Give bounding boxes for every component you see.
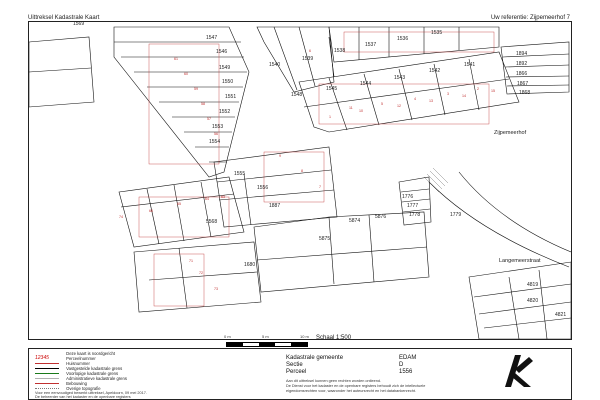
parcel-number: 5875 [319, 236, 331, 242]
house-number: 71 [189, 259, 193, 263]
scale-bar [226, 342, 308, 347]
house-number: 12 [397, 104, 401, 108]
parcel-number: 1866 [516, 71, 528, 77]
house-number: 13 [429, 99, 433, 103]
parcel-number: 1777 [407, 203, 419, 209]
reference-label: Uw referentie: Zijpemeerhof 7 [490, 15, 570, 21]
parcel-block [299, 52, 519, 132]
parcel-number: 1555 [234, 171, 246, 177]
house-number: 4 [414, 97, 416, 101]
house-number: 5 [381, 102, 383, 106]
parcel-number: 1538 [334, 48, 346, 54]
legend-symbol: 12345 [35, 355, 49, 362]
kadaster-logo-icon [497, 351, 537, 391]
house-number: 15 [491, 89, 495, 93]
parcel-block [119, 177, 244, 247]
parcel-number: 5874 [349, 218, 361, 224]
parcel-block [254, 212, 429, 292]
house-number: 74 [119, 215, 123, 219]
parcel-number: 1569 [73, 22, 85, 27]
house-number: 9 [279, 154, 281, 158]
house-number: 63 [221, 195, 225, 199]
house-number: 60 [184, 72, 188, 76]
parcel-number: 1552 [219, 109, 231, 115]
parcel-number: 1539 [302, 56, 314, 62]
disclaimer-line: eigendomsrechten voor, waaronder het auteursrecht en het databankenrecht. [286, 389, 417, 393]
map-canvas [29, 22, 571, 339]
legend-text: Administratieve kadastrale grens [66, 376, 127, 382]
building-outline [154, 254, 204, 306]
footer-line: Voor een eenvoudiged bewerkt uittreksel, Apeldoorn, 09 mei 2017. [35, 391, 147, 395]
scale-tick: 0 m [224, 334, 231, 339]
legend-text: Voorlopige kadastrale grens [66, 371, 119, 377]
parcel-number: 1535 [431, 30, 443, 36]
house-number: 72 [199, 271, 203, 275]
parcel-number: 1551 [225, 94, 237, 100]
legend-text: Vastgestelde kadastrale grens [66, 366, 123, 372]
house-number: 57 [207, 117, 211, 121]
scale-tick: 10 m [300, 334, 309, 339]
parcel-number: 1546 [216, 49, 228, 55]
parcel-number: 1549 [219, 65, 231, 71]
parcel-number: 1543 [394, 75, 406, 81]
parcel-number: 1556 [257, 185, 269, 191]
house-number: 73 [214, 287, 218, 291]
parcel-number: 1537 [365, 42, 377, 48]
map-title: Uittreksel Kadastrale Kaart [28, 15, 100, 21]
house-number: 65 [177, 202, 181, 206]
house-number: 8 [301, 169, 303, 173]
parcel-number: 1544 [360, 81, 372, 87]
info-label: Sectie [286, 362, 303, 368]
parcel-number: 1548 [291, 92, 303, 98]
parcel-number: 1680 [244, 262, 256, 268]
street-name: Zijpemeerhof [494, 130, 527, 136]
info-value: 1556 [399, 369, 413, 375]
parcel-number: 1776 [402, 194, 414, 200]
scale-tick: 5 m [262, 334, 269, 339]
footer-line: De beheerder van het kadaster en de openbare registers [35, 395, 131, 399]
building-outline [319, 84, 489, 124]
parcel-block [329, 27, 499, 62]
house-number: 58 [201, 102, 205, 106]
parcel-number: 1868 [519, 90, 531, 96]
parcel-block [469, 262, 571, 339]
street-name: Langemeerstraat [499, 258, 541, 264]
house-number: 6 [309, 49, 311, 53]
house-number: 66 [149, 209, 153, 213]
parcel-number: 1778 [409, 212, 421, 218]
building-outline [149, 44, 219, 164]
house-number: 7 [319, 185, 321, 189]
parcel-number: 1867 [517, 81, 529, 87]
info-label: Kadastrale gemeente [286, 355, 344, 361]
house-number: 3 [447, 92, 449, 96]
info-value: EDAM [399, 355, 417, 361]
parcel-number: 1892 [516, 61, 528, 67]
disclaimer-line: Aan dit uittreksel kunnen geen rechten worden ontleend. [286, 379, 381, 383]
legend-text: Deze kaart is noordgericht [66, 351, 116, 357]
parcel-number: 1779 [450, 212, 462, 218]
house-number: 64 [205, 197, 209, 201]
house-number: 1 [329, 115, 331, 119]
building-outline [139, 197, 229, 237]
house-number: 56 [214, 132, 218, 136]
parcel-block [134, 242, 261, 312]
house-number: 2 [477, 87, 479, 91]
parcel-number: 1894 [516, 51, 528, 57]
legend-panel [28, 348, 572, 400]
parcel-number: 1550 [222, 79, 234, 85]
parcel-number: 5568 [206, 219, 218, 225]
house-number: 59 [194, 87, 198, 91]
legend-text: Perceelnummer [66, 356, 96, 362]
parcel-number: 1545 [326, 86, 338, 92]
parcel-number: 1540 [269, 62, 281, 68]
scale-label: Schaal 1:500 [316, 335, 352, 341]
parcel-number: 4820 [527, 298, 539, 304]
parcel-number: 1541 [464, 62, 476, 68]
parcel-number: 1547 [206, 35, 218, 41]
house-number: 10 [359, 109, 363, 113]
parcel-number: 5876 [375, 214, 387, 220]
info-label: Perceel [286, 369, 307, 375]
house-number: 14 [462, 94, 466, 98]
parcel-number: 4819 [527, 282, 539, 288]
parcel-number: 1536 [397, 36, 409, 42]
info-value: D [399, 362, 404, 368]
legend-text: Overige topografie [66, 386, 101, 392]
cadastral-map[interactable] [28, 21, 572, 340]
legend-text: Huisnummer [66, 361, 90, 367]
parcel-number: 1554 [209, 139, 221, 145]
parcel-number: 1553 [212, 124, 224, 130]
parcel-block [29, 37, 94, 107]
parcel-number: 1542 [429, 68, 441, 74]
parcel-number: 1887 [269, 203, 281, 209]
parcel-number: 4821 [555, 312, 567, 318]
legend-text: Bebouwing [66, 381, 87, 387]
parcel-block [257, 27, 334, 92]
building-outline [264, 152, 324, 202]
house-number: 61 [174, 57, 178, 61]
house-number: 11 [349, 106, 353, 110]
disclaimer-line: De Dienst voor het kadaster en de openbare registers behoudt zich de intellectuele [286, 384, 426, 388]
